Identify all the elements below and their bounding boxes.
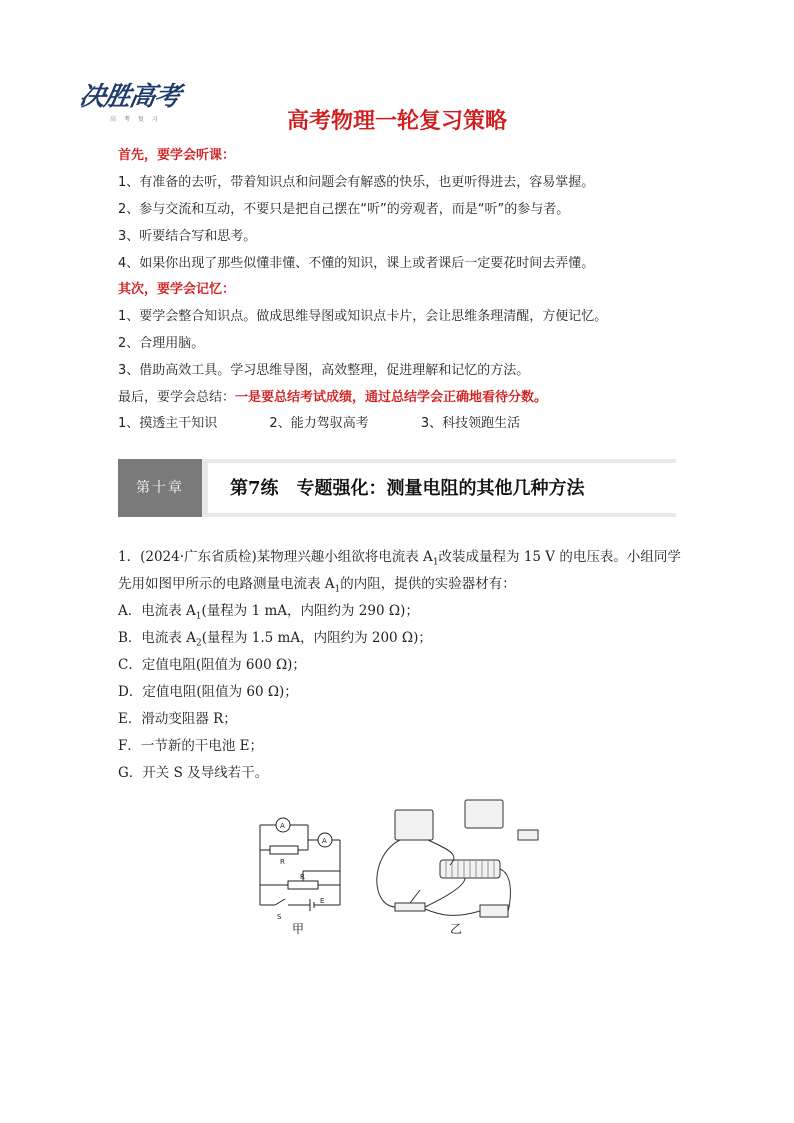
text-segment: (量程为 1 mA，内阻约为 290 Ω)； — [201, 603, 419, 619]
tips-row — [118, 412, 568, 431]
text-segment: 的内阻，提供的实验器材有： — [340, 576, 516, 592]
section1-heading: 首先，要学会听课： — [118, 148, 236, 163]
switch-label: S — [277, 913, 282, 921]
section1-item: 1、有准备的去听，带着知识点和问题会有解惑的快乐，也更听得进去，容易掌握。 — [118, 175, 595, 190]
text-segment: 1．(2024·广东省质检)某物理兴趣小组欲将电流表 A — [118, 549, 433, 565]
logo-text: 决胜高考 — [76, 82, 183, 112]
banner-title: 第7练 专题强化：测量电阻的其他几种方法 — [230, 478, 585, 499]
rheostat-label: R — [300, 873, 305, 881]
circuit-diagram-svg — [250, 795, 550, 935]
option-a — [118, 599, 419, 622]
summary-prefix: 最后，要学会总结： — [118, 390, 236, 405]
text-segment: 改装成量程为 15 V 的电压表。小组同学 — [438, 549, 681, 565]
section2-item: 2、合理用脑。 — [118, 336, 205, 351]
section2-item: 1、要学会整合知识点。做成思维导图或知识点卡片，会让思维条理清醒，方便记忆。 — [118, 309, 608, 324]
section1-item: 4、如果你出现了那些似懂非懂、不懂的知识，课上或者课后一定要花时间去弄懂。 — [118, 256, 595, 271]
circuit-figure — [250, 795, 550, 935]
tip-item: 1、摸透主干知识 — [118, 416, 218, 431]
summary-line — [118, 386, 547, 405]
figure-label-jia: 甲 — [292, 922, 305, 936]
figure-label-yi: 乙 — [450, 922, 463, 936]
logo-subtitle: 高 考 复 习 — [110, 116, 161, 123]
subscript: 1 — [195, 611, 202, 622]
tip-item: 3、科技领跑生活 — [420, 416, 521, 431]
tip-item: 2、能力驾驭高考 — [269, 416, 369, 431]
option-e: E．滑动变阻器 R； — [118, 711, 237, 727]
r0-label: R — [280, 858, 285, 866]
ammeter-a1-label: A — [280, 822, 285, 830]
battery-label: E — [320, 897, 325, 905]
text-segment: B．电流表 A — [118, 630, 196, 646]
subscript: 2 — [195, 638, 202, 649]
text-segment: (量程为 1.5 mA，内阻约为 200 Ω)； — [201, 630, 432, 646]
question-intro-line1 — [118, 545, 681, 568]
section2-heading: 其次，要学会记忆： — [118, 282, 236, 297]
section2-item: 3、借助高效工具。学习思维导图，高效整理，促进理解和记忆的方法。 — [118, 363, 530, 378]
section1-item: 3、听要结合写和思考。 — [118, 229, 257, 244]
text-segment: 先用如图甲所示的电路测量电流表 A — [118, 576, 335, 592]
option-c: C．定值电阻(阻值为 600 Ω)； — [118, 657, 306, 673]
option-g: G．开关 S 及导线若干。 — [118, 765, 269, 781]
option-b — [118, 626, 432, 649]
option-f: F．一节新的干电池 E； — [118, 738, 264, 754]
text-segment: A．电流表 A — [118, 603, 196, 619]
ammeter-a2-label: A — [322, 837, 327, 845]
subscript: 1 — [334, 584, 341, 595]
summary-highlight: 一是要总结考试成绩，通过总结学会正确地看待分数。 — [235, 390, 548, 405]
page-title: 高考物理一轮复习策略 — [286, 109, 507, 134]
chapter-label: 第十章 — [118, 459, 202, 517]
option-d: D．定值电阻(阻值为 60 Ω)； — [118, 684, 298, 700]
chapter-banner — [118, 459, 676, 517]
section1-item: 2、参与交流和互动，不要只是把自己摆在“听”的旁观者，而是“听”的参与者。 — [118, 202, 570, 217]
subscript: 1 — [432, 557, 439, 568]
question-intro-line2 — [118, 572, 516, 595]
